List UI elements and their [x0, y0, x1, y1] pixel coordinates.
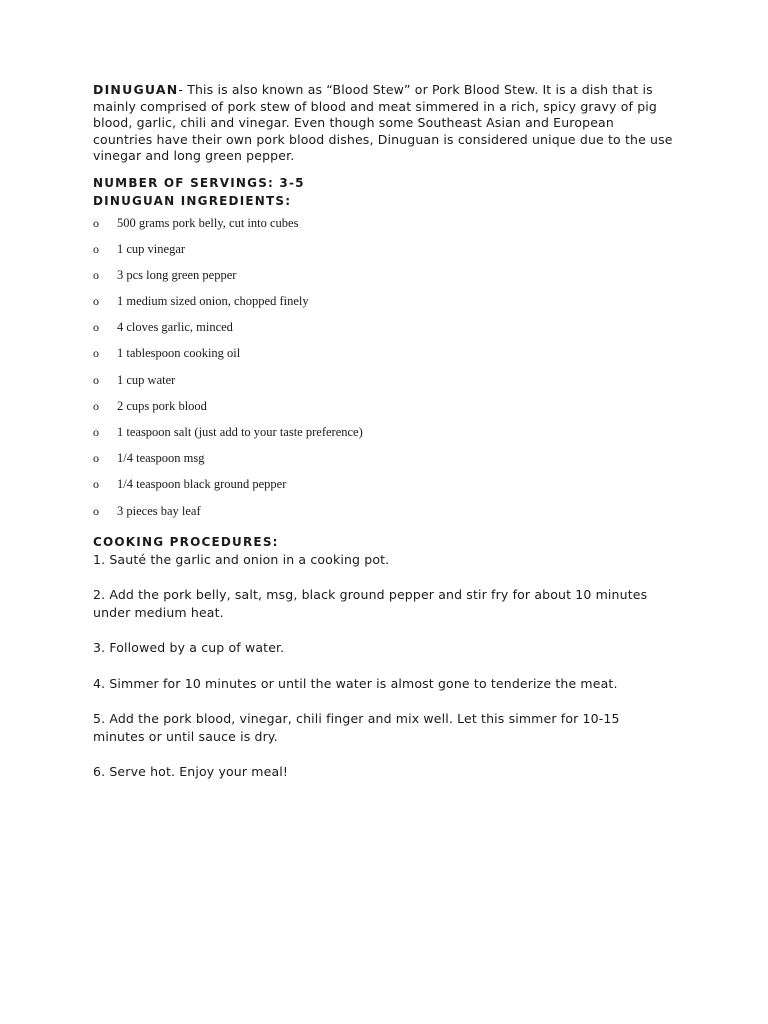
bullet-icon: o	[93, 215, 99, 230]
servings-heading: NUMBER OF SERVINGS: 3-5	[93, 175, 305, 190]
ingredient-item	[93, 346, 673, 372]
ingredient-text: 1/4 teaspoon black ground pepper	[117, 477, 287, 492]
bullet-icon: o	[93, 372, 99, 387]
ingredients-list	[93, 216, 673, 530]
ingredient-text: 1/4 teaspoon msg	[117, 451, 205, 466]
ingredient-text: 2 cups pork blood	[117, 398, 207, 413]
bullet-icon: o	[93, 346, 99, 361]
ingredient-text: 1 tablespoon cooking oil	[117, 346, 241, 361]
intro-text: - This is also known as “Blood Stew” or Pork Blood Stew. It is a dish that is mainly comprised of pork stew of blood and meat simmered in a rich, spicy gravy of pig blood, garlic, chili and vinegar. Even though some Southeast Asian and European countries have their own pork blood dishes, Dinuguan is considered unique due to the use vinegar and long green pepper.	[93, 82, 673, 163]
ingredient-text: 4 cloves garlic, minced	[117, 320, 233, 335]
ingredient-item	[93, 504, 673, 530]
ingredient-item	[93, 425, 673, 451]
ingredient-item	[93, 242, 673, 268]
ingredient-item	[93, 320, 673, 346]
ingredient-text: 1 teaspoon salt (just add to your taste preference)	[117, 425, 363, 439]
ingredient-item	[93, 399, 673, 425]
ingredients-heading: DINUGUAN INGREDIENTS:	[93, 193, 292, 208]
intro-lead: DINUGUAN	[93, 82, 179, 97]
bullet-icon: o	[93, 425, 99, 439]
ingredient-text: 1 medium sized onion, chopped finely	[117, 294, 309, 309]
bullet-icon: o	[93, 477, 99, 492]
ingredient-item	[93, 216, 673, 242]
procedure-step: 3. Followed by a cup of water.	[93, 640, 285, 656]
ingredient-item	[93, 294, 673, 320]
procedure-step: 2. Add the pork belly, salt, msg, black ground pepper and stir fry for about 10 minutes under medium heat.	[93, 587, 648, 620]
procedure-step: 5. Add the pork blood, vinegar, chili finger and mix well. Let this simmer for 10-15 minutes or until sauce is dry.	[93, 711, 620, 744]
ingredient-item	[93, 477, 673, 503]
recipe-page	[93, 82, 673, 799]
ingredient-text: 3 pcs long green pepper	[117, 267, 237, 282]
bullet-icon: o	[93, 503, 99, 518]
procedure-step: 4. Simmer for 10 minutes or until the water is almost gone to tenderize the meat.	[93, 675, 618, 691]
ingredient-text: 500 grams pork belly, cut into cubes	[117, 215, 299, 230]
procedure-step: 1. Sauté the garlic and onion in a cooking pot.	[93, 551, 390, 567]
bullet-icon: o	[93, 320, 99, 335]
ingredient-item	[93, 373, 673, 399]
procedure-step: 6. Serve hot. Enjoy your meal!	[93, 764, 289, 780]
bullet-icon: o	[93, 241, 99, 256]
ingredient-item	[93, 268, 673, 294]
intro-paragraph	[93, 82, 673, 165]
procedure-steps	[93, 551, 673, 781]
ingredient-text: 1 cup water	[117, 372, 176, 387]
bullet-icon: o	[93, 267, 99, 282]
bullet-icon: o	[93, 398, 99, 413]
ingredient-text: 3 pieces bay leaf	[117, 503, 201, 518]
bullet-icon: o	[93, 451, 99, 466]
ingredient-text: 1 cup vinegar	[117, 241, 186, 256]
procedures-heading: COOKING PROCEDURES:	[93, 534, 279, 549]
bullet-icon: o	[93, 294, 99, 309]
ingredient-item	[93, 451, 673, 477]
